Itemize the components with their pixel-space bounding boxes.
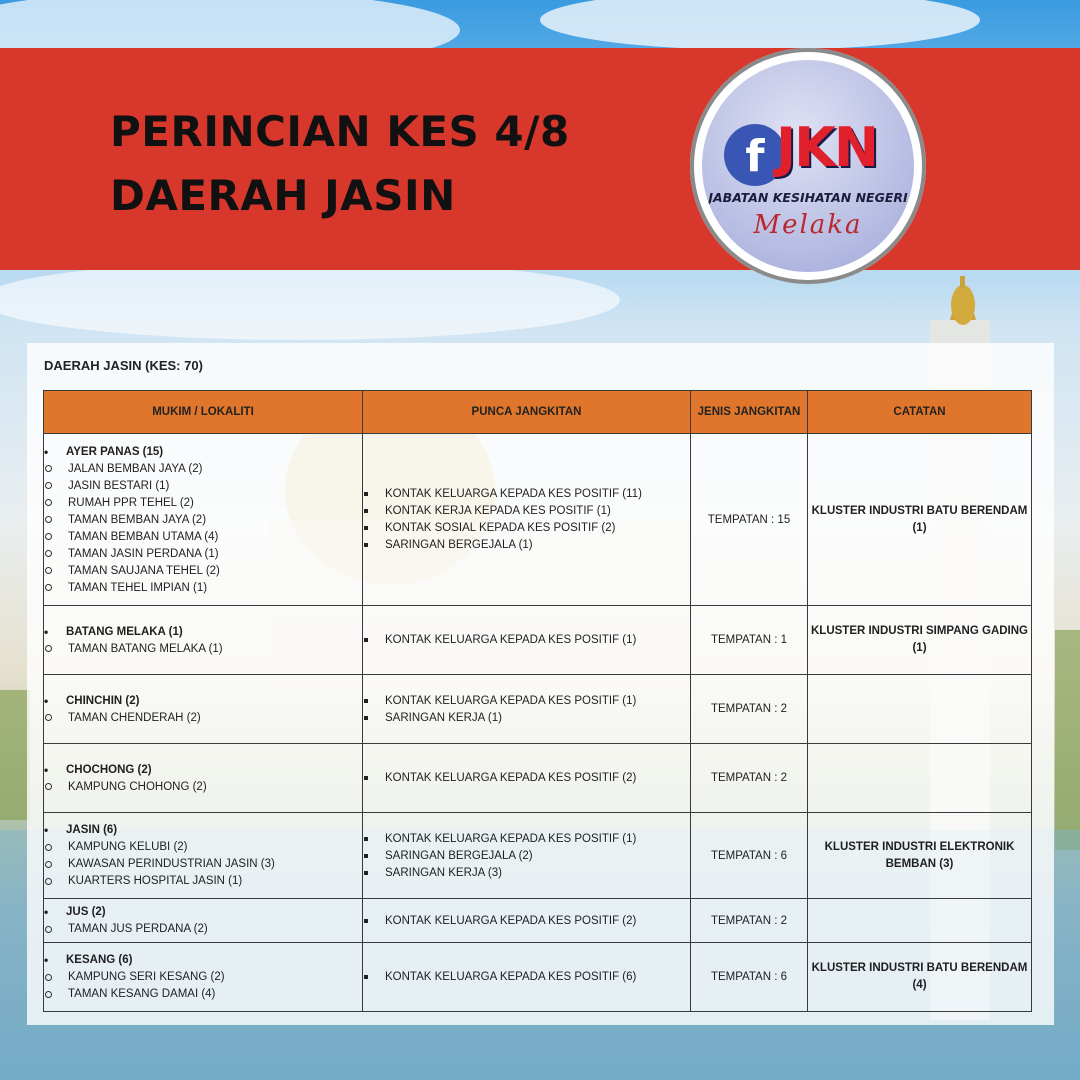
bullet-icon: • xyxy=(44,823,49,837)
square-bullet-icon xyxy=(364,526,368,530)
lokaliti-item xyxy=(44,545,362,562)
cell-punca xyxy=(363,813,691,899)
lokaliti-label: TAMAN SAUJANA TEHEL (2) xyxy=(68,564,220,577)
circle-bullet-icon xyxy=(45,550,52,557)
cell-punca xyxy=(363,675,691,744)
circle-bullet-icon xyxy=(45,714,52,721)
punca-item xyxy=(363,503,690,520)
mukim-name xyxy=(44,692,362,709)
square-bullet-icon xyxy=(364,543,368,547)
cell-jenis: TEMPATAN : 1 xyxy=(691,606,808,675)
circle-bullet-icon xyxy=(45,482,52,489)
mukim-name xyxy=(44,952,362,969)
mukim-name xyxy=(44,904,362,921)
title-line-2: DAERAH JASIN xyxy=(110,171,456,220)
circle-bullet-icon xyxy=(45,783,52,790)
lokaliti-label: KAMPUNG CHOHONG (2) xyxy=(68,780,207,793)
square-bullet-icon xyxy=(364,492,368,496)
cell-punca xyxy=(363,899,691,943)
cell-mukim xyxy=(44,943,363,1012)
punca-label: KONTAK SOSIAL KEPADA KES POSITIF (2) xyxy=(385,522,616,534)
lokaliti-item xyxy=(44,839,362,856)
lokaliti-item xyxy=(44,856,362,873)
punca-item xyxy=(363,537,690,554)
cell-mukim xyxy=(44,675,363,744)
punca-label: KONTAK KELUARGA KEPADA KES POSITIF (2) xyxy=(385,772,637,784)
square-bullet-icon xyxy=(364,776,368,780)
punca-label: KONTAK KELUARGA KEPADA KES POSITIF (1) xyxy=(385,634,637,646)
punca-label: KONTAK KELUARGA KEPADA KES POSITIF (6) xyxy=(385,971,637,983)
punca-item xyxy=(363,692,690,709)
cell-jenis: TEMPATAN : 2 xyxy=(691,899,808,943)
lokaliti-item xyxy=(44,921,362,938)
circle-bullet-icon xyxy=(45,991,52,998)
square-bullet-icon xyxy=(364,837,368,841)
bullet-icon: • xyxy=(44,762,49,777)
punca-item xyxy=(363,969,690,986)
title-line-1: PERINCIAN KES 4/8 xyxy=(110,107,570,156)
lokaliti-label: KAMPUNG KELUBI (2) xyxy=(68,841,188,853)
lokaliti-label: JALAN BEMBAN JAYA (2) xyxy=(68,462,203,475)
logo-emblem xyxy=(702,60,914,272)
cell-punca xyxy=(363,943,691,1012)
cell-catatan xyxy=(808,899,1032,943)
header-punca: PUNCA JANGKITAN xyxy=(363,391,691,434)
circle-bullet-icon xyxy=(45,926,52,933)
header-mukim: MUKIM / LOKALITI xyxy=(44,391,363,434)
case-table xyxy=(43,390,1032,1012)
lokaliti-label: KAWASAN PERINDUSTRIAN JASIN (3) xyxy=(68,858,275,870)
punca-item xyxy=(363,520,690,537)
table-row xyxy=(44,434,1032,606)
lokaliti-item xyxy=(44,494,362,511)
square-bullet-icon xyxy=(364,854,368,858)
cell-catatan xyxy=(808,744,1032,813)
table-row xyxy=(44,606,1032,675)
punca-item xyxy=(363,709,690,726)
cell-punca xyxy=(363,434,691,606)
lokaliti-label: TAMAN BATANG MELAKA (1) xyxy=(68,642,223,655)
table-row xyxy=(44,813,1032,899)
table-title: DAERAH JASIN (KES: 70) xyxy=(44,358,203,373)
mukim-label: CHINCHIN (2) xyxy=(66,694,140,707)
mukim-name xyxy=(44,623,362,640)
mukim-label: KESANG (6) xyxy=(66,954,133,966)
lokaliti-item xyxy=(44,873,362,890)
lokaliti-label: KAMPUNG SERI KESANG (2) xyxy=(68,971,225,983)
lokaliti-item xyxy=(44,579,362,596)
bullet-icon: • xyxy=(44,444,49,459)
cell-catatan: KLUSTER INDUSTRI BATU BERENDAM (1) xyxy=(808,434,1032,606)
circle-bullet-icon xyxy=(45,974,52,981)
lokaliti-label: TAMAN JUS PERDANA (2) xyxy=(68,923,208,935)
circle-bullet-icon xyxy=(45,645,52,652)
punca-label: KONTAK KERJA KEPADA KES POSITIF (1) xyxy=(385,505,611,517)
punca-label: SARINGAN KERJA (3) xyxy=(385,866,502,879)
circle-bullet-icon xyxy=(45,533,52,540)
lokaliti-label: JASIN BESTARI (1) xyxy=(68,479,170,492)
punca-label: SARINGAN BERGEJALA (1) xyxy=(385,539,533,551)
lokaliti-item xyxy=(44,640,362,657)
jkn-logo xyxy=(690,48,926,284)
page-title xyxy=(110,100,570,228)
table-row xyxy=(44,744,1032,813)
circle-bullet-icon xyxy=(45,465,52,472)
cell-catatan: KLUSTER INDUSTRI ELEKTRONIK BEMBAN (3) xyxy=(808,813,1032,899)
square-bullet-icon xyxy=(364,871,368,875)
cell-jenis: TEMPATAN : 6 xyxy=(691,943,808,1012)
lokaliti-label: TAMAN KESANG DAMAI (4) xyxy=(68,988,216,1000)
cell-catatan: KLUSTER INDUSTRI BATU BERENDAM (4) xyxy=(808,943,1032,1012)
punca-label: KONTAK KELUARGA KEPADA KES POSITIF (1) xyxy=(385,694,637,707)
square-bullet-icon xyxy=(364,699,368,703)
bullet-icon: • xyxy=(44,624,49,639)
table-header-row xyxy=(44,391,1032,434)
lokaliti-item xyxy=(44,986,362,1003)
circle-bullet-icon xyxy=(45,861,52,868)
mukim-label: CHOCHONG (2) xyxy=(66,763,152,776)
circle-bullet-icon xyxy=(45,584,52,591)
bullet-icon: • xyxy=(44,905,49,919)
circle-bullet-icon xyxy=(45,878,52,885)
punca-label: SARINGAN BERGEJALA (2) xyxy=(385,849,533,862)
punca-item xyxy=(363,864,690,881)
table-row xyxy=(44,899,1032,943)
lokaliti-label: KUARTERS HOSPITAL JASIN (1) xyxy=(68,875,243,887)
square-bullet-icon xyxy=(364,919,368,923)
square-bullet-icon xyxy=(364,638,368,642)
lokaliti-label: TAMAN CHENDERAH (2) xyxy=(68,711,201,724)
punca-label: KONTAK KELUARGA KEPADA KES POSITIF (1) xyxy=(385,832,637,845)
logo-wordmark: JKN xyxy=(776,116,878,179)
facebook-icon: f xyxy=(724,124,786,186)
square-bullet-icon xyxy=(364,509,368,513)
lokaliti-item xyxy=(44,528,362,545)
cell-punca xyxy=(363,606,691,675)
header-jenis: JENIS JANGKITAN xyxy=(691,391,808,434)
circle-bullet-icon xyxy=(45,567,52,574)
lokaliti-label: TAMAN TEHEL IMPIAN (1) xyxy=(68,581,208,594)
mukim-name xyxy=(44,443,362,460)
punca-item xyxy=(363,632,690,649)
punca-label: KONTAK KELUARGA KEPADA KES POSITIF (2) xyxy=(385,914,637,927)
mukim-name xyxy=(44,822,362,839)
circle-bullet-icon xyxy=(45,844,52,851)
cell-punca xyxy=(363,744,691,813)
header-catatan: CATATAN xyxy=(808,391,1032,434)
cell-jenis: TEMPATAN : 2 xyxy=(691,675,808,744)
mukim-name xyxy=(44,761,362,778)
punca-label: KONTAK KELUARGA KEPADA KES POSITIF (11) xyxy=(385,488,642,500)
cell-catatan xyxy=(808,675,1032,744)
bullet-icon: • xyxy=(44,953,49,967)
punca-item xyxy=(363,830,690,847)
cell-mukim xyxy=(44,813,363,899)
circle-bullet-icon xyxy=(45,499,52,506)
punca-label: SARINGAN KERJA (1) xyxy=(385,711,502,724)
lokaliti-item xyxy=(44,477,362,494)
mukim-label: AYER PANAS (15) xyxy=(66,445,164,458)
punca-item xyxy=(363,486,690,503)
circle-bullet-icon xyxy=(45,516,52,523)
lokaliti-item xyxy=(44,460,362,477)
lokaliti-item xyxy=(44,562,362,579)
punca-item xyxy=(363,912,690,929)
mukim-label: BATANG MELAKA (1) xyxy=(66,625,183,638)
punca-item xyxy=(363,847,690,864)
cell-jenis: TEMPATAN : 15 xyxy=(691,434,808,606)
cell-jenis: TEMPATAN : 2 xyxy=(691,744,808,813)
lokaliti-label: TAMAN BEMBAN UTAMA (4) xyxy=(68,530,219,543)
lokaliti-item xyxy=(44,511,362,528)
cell-mukim xyxy=(44,899,363,943)
mukim-label: JASIN (6) xyxy=(66,824,118,836)
cell-jenis: TEMPATAN : 6 xyxy=(691,813,808,899)
bullet-icon: • xyxy=(44,693,49,708)
cell-mukim xyxy=(44,434,363,606)
cell-mukim xyxy=(44,744,363,813)
mukim-label: JUS (2) xyxy=(66,906,106,918)
lokaliti-label: TAMAN BEMBAN JAYA (2) xyxy=(68,513,207,526)
lokaliti-item xyxy=(44,709,362,726)
punca-item xyxy=(363,770,690,787)
square-bullet-icon xyxy=(364,975,368,979)
lokaliti-label: TAMAN JASIN PERDANA (1) xyxy=(68,547,219,560)
lokaliti-item xyxy=(44,969,362,986)
table-row xyxy=(44,675,1032,744)
square-bullet-icon xyxy=(364,716,368,720)
lokaliti-label: RUMAH PPR TEHEL (2) xyxy=(68,496,194,509)
logo-subtitle: JABATAN KESIHATAN NEGERI xyxy=(708,190,908,205)
cell-mukim xyxy=(44,606,363,675)
logo-state: Melaka xyxy=(753,210,863,240)
cell-catatan: KLUSTER INDUSTRI SIMPANG GADING (1) xyxy=(808,606,1032,675)
table-row xyxy=(44,943,1032,1012)
lokaliti-item xyxy=(44,778,362,795)
